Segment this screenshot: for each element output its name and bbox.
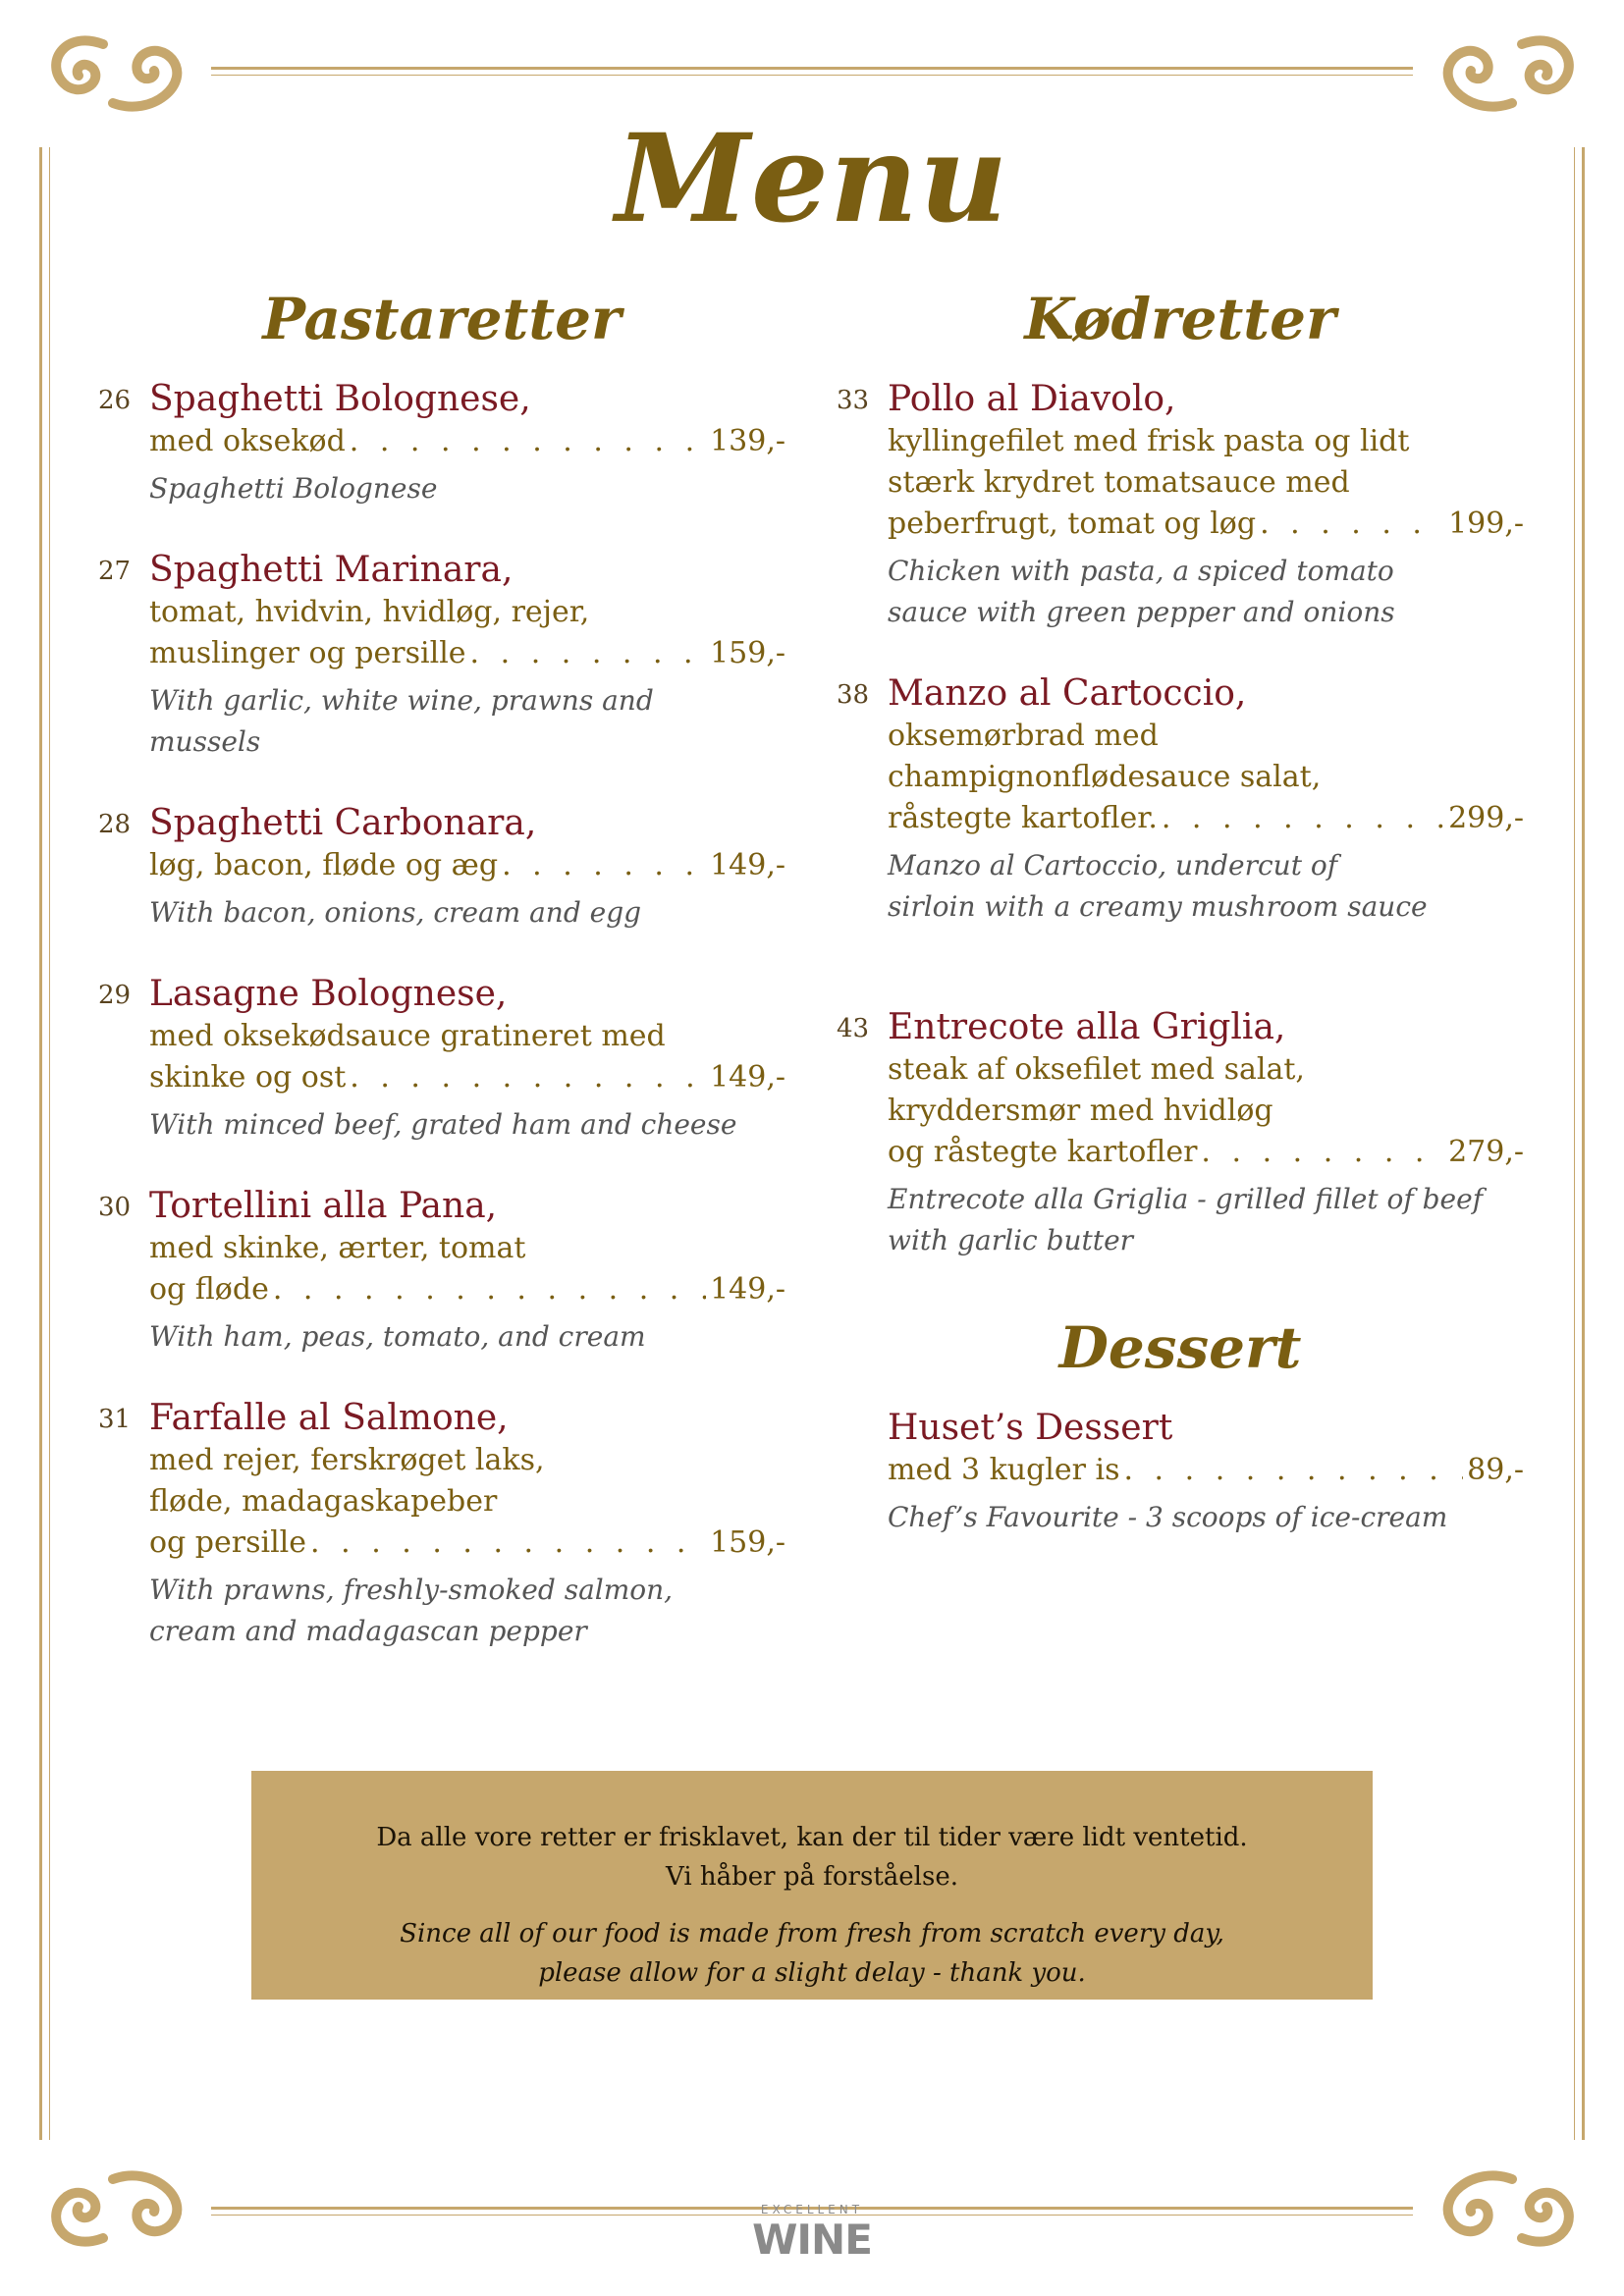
pasta-column: [98, 280, 785, 1652]
dot-leader: [470, 633, 707, 674]
item-number: 33: [837, 386, 870, 415]
english-description: With bacon, onions, cream and egg: [149, 896, 642, 929]
price-line: [888, 1132, 1524, 1173]
english-description: Spaghetti Bolognese: [149, 472, 438, 505]
price-lead-text: skinke og ost: [149, 1060, 347, 1095]
dot-leader: [350, 1057, 706, 1098]
dot-leader: [1260, 504, 1444, 545]
price: 279,-: [1448, 1135, 1524, 1169]
price: 299,-: [1448, 801, 1524, 835]
right-border-line-inner: [1574, 147, 1575, 2140]
dish-description: med skinke, ærter, tomat og fløde . . . 149,-: [149, 1228, 785, 1310]
price-line: [888, 504, 1524, 545]
dish-name: Manzo al Cartoccio,: [888, 673, 1247, 714]
dessert-item: [837, 1407, 1524, 1538]
dish-name: Spaghetti Carbonara,: [149, 803, 537, 843]
dish-description: oksemørbrad med champignonflødesauce salat, råstegte kartofler. . . . 299,-: [888, 716, 1524, 839]
price: 149,-: [710, 1060, 785, 1095]
price-lead-text: og persille: [149, 1525, 307, 1560]
menu-item: [98, 1397, 785, 1652]
menu-item: [98, 549, 785, 763]
english-description: With minced beef, grated ham and cheese: [149, 1108, 737, 1141]
notice-english: Since all of our food is made from fresh from scratch every day, please allow for a slight delay - thank you.: [400, 1919, 1224, 1988]
dish-name: Farfalle al Salmone,: [149, 1398, 509, 1438]
logo-big-text: WINE: [752, 2216, 872, 2264]
item-number: 38: [837, 680, 870, 710]
meat-list: [837, 378, 1524, 1261]
dish-name: Spaghetti Marinara,: [149, 550, 514, 590]
dot-leader: [273, 1269, 706, 1310]
corner-ornament-bottom-right: [1434, 2160, 1581, 2258]
price-lead-text: og fløde: [149, 1272, 269, 1307]
right-border-line: [1582, 147, 1585, 2140]
menu-item: [837, 378, 1524, 633]
menu-item: [98, 378, 785, 509]
price: 89,-: [1467, 1453, 1524, 1487]
top-border-line: [211, 67, 1413, 70]
price-lead-text: muslinger og persille: [149, 636, 466, 670]
price-lead-text: med 3 kugler is: [888, 1453, 1120, 1487]
dish-name: Pollo al Diavolo,: [888, 379, 1176, 419]
price-line: [149, 633, 785, 674]
item-number: 43: [837, 1014, 870, 1043]
meat-section-title: Kødretter: [1024, 286, 1336, 352]
price-lead-text: med oksekød: [149, 424, 346, 458]
dish-description: med rejer, ferskrøget laks, fløde, madagaskapeber og persille . . . 159,-: [149, 1440, 785, 1564]
dot-leader: [310, 1522, 706, 1564]
corner-ornament-bottom-left: [44, 2160, 191, 2258]
menu-item: [98, 973, 785, 1146]
dish-description: [149, 845, 785, 886]
price: 139,-: [710, 424, 785, 458]
price-lead-text: peberfrugt, tomat og løg: [888, 507, 1257, 541]
item-number: 29: [98, 981, 132, 1010]
dish-name: Huset’s Dessert: [888, 1408, 1173, 1448]
price: 159,-: [710, 1525, 785, 1560]
price-lead-text: løg, bacon, fløde og æg: [149, 848, 499, 882]
dish-description: [149, 421, 785, 462]
pasta-list: [98, 378, 785, 1652]
english-description: Entrecote alla Griglia - grilled fillet of beef with garlic butter: [888, 1183, 1484, 1256]
left-border-line: [39, 147, 42, 2140]
dish-description: tomat, hvidvin, hvidløg, rejer, muslinger og persille . . . 159,-: [149, 592, 785, 674]
top-border-line-inner: [211, 75, 1413, 76]
english-description: Chicken with pasta, a spiced tomato sauce with green pepper and onions: [888, 555, 1395, 628]
dot-leader: [1162, 798, 1444, 839]
meat-column: [837, 280, 1524, 1538]
english-description: With garlic, white wine, prawns and mussels: [149, 684, 654, 758]
dot-leader: [350, 421, 706, 462]
dish-name: Spaghetti Bolognese,: [149, 379, 531, 419]
english-description: Chef’s Favourite - 3 scoops of ice-cream: [888, 1501, 1448, 1533]
menu-item: [837, 672, 1524, 928]
notice-box: [251, 1771, 1373, 2000]
dish-name: Entrecote alla Griglia,: [888, 1007, 1286, 1047]
item-number: 30: [98, 1193, 132, 1222]
pasta-section-title: Pastaretter: [262, 286, 622, 352]
logo-small-text: EXCELLENT: [760, 2203, 864, 2216]
left-border-line-inner: [49, 147, 50, 2140]
menu-item: [98, 1185, 785, 1358]
price: 199,-: [1448, 507, 1524, 541]
menu-item: [837, 1006, 1524, 1261]
price: 149,-: [710, 1272, 785, 1307]
dot-leader: [502, 845, 706, 886]
price: 149,-: [710, 848, 785, 882]
price-line: [888, 798, 1524, 839]
price-line: [888, 1450, 1524, 1491]
dish-description: kyllingefilet med frisk pasta og lidt stærk krydret tomatsauce med peberfrugt, tomat og løg . . . 199,-: [888, 421, 1524, 545]
price-lead-text: og råstegte kartofler: [888, 1135, 1198, 1169]
english-description: With ham, peas, tomato, and cream: [149, 1320, 646, 1353]
notice-danish: Da alle vore retter er frisklavet, kan der til tider være lidt ventetid. Vi håber på forståelse.: [376, 1823, 1248, 1892]
dish-description: med oksekødsauce gratineret med skinke og ost . . . 149,-: [149, 1016, 785, 1098]
english-description: Manzo al Cartoccio, undercut of sirloin with a creamy mushroom sauce: [888, 849, 1428, 923]
price-line: [149, 1522, 785, 1564]
price-line: [149, 845, 785, 886]
item-number: 26: [98, 386, 132, 415]
dessert-section-title: Dessert: [1058, 1314, 1302, 1381]
price: 159,-: [710, 636, 785, 670]
excellent-wine-logo: [736, 2203, 888, 2264]
dot-leader: [1201, 1132, 1444, 1173]
price-line: [149, 421, 785, 462]
price-lead-text: råstegte kartofler.: [888, 801, 1158, 835]
item-number: 31: [98, 1405, 132, 1434]
dish-name: Tortellini alla Pana,: [149, 1186, 498, 1226]
menu-title: Menu: [615, 108, 1009, 250]
item-number: 27: [98, 557, 132, 586]
price-line: [149, 1269, 785, 1310]
item-number: 28: [98, 810, 132, 839]
dot-leader: [1123, 1450, 1463, 1491]
menu-item: [98, 802, 785, 934]
english-description: With prawns, freshly-smoked salmon, cream and madagascan pepper: [149, 1574, 674, 1647]
dish-description: steak af oksefilet med salat, kryddersmør med hvidløg og råstegte kartofler . . . 279,-: [888, 1049, 1524, 1173]
dish-name: Lasagne Bolognese,: [149, 974, 508, 1014]
price-line: [149, 1057, 785, 1098]
